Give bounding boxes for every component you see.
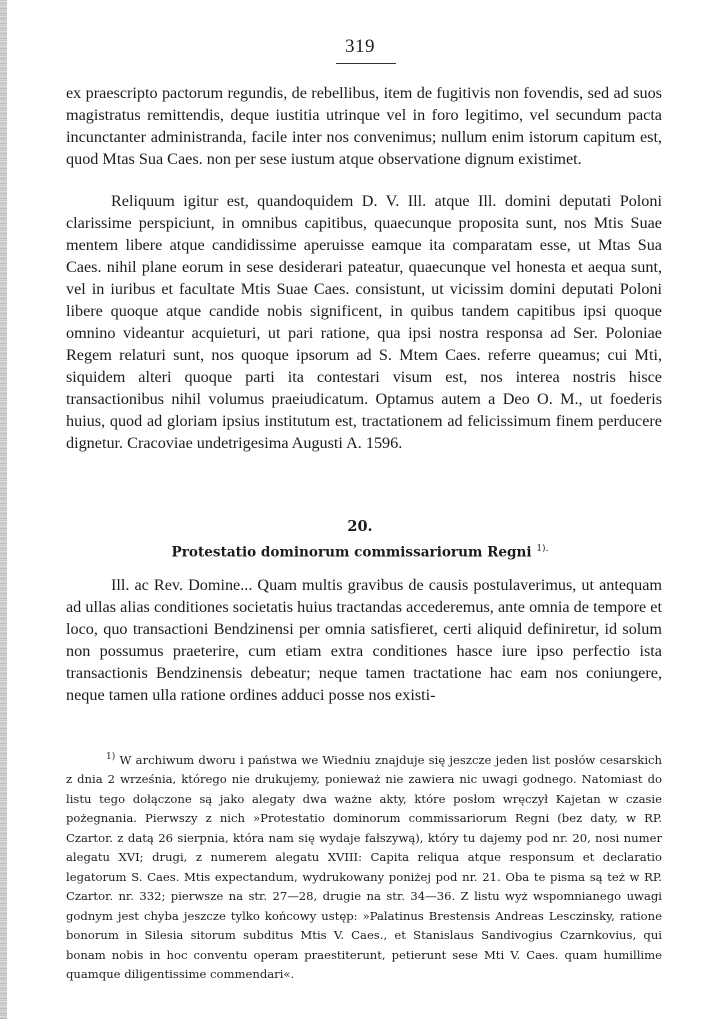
document-title bbox=[0, 544, 720, 561]
body-paragraph-2 bbox=[66, 190, 662, 454]
footnote-text: W archiwum dworu i państwa we Wiedniu znajduje się jeszcze jeden list posłów cesarskich z dnia 2 września, którego nie drukujemy, ponieważ nie zawiera nic uwagi godnego. Natomiast do listu tego dołączone są jako alegaty dwa ważne akty, które posłom wręczył Kajetan w czasie pożegnania. Pierwszy z nich »Protestatio dominorum commissariorum Regni (bez daty, w RP. Czartor. z datą 26 sierpnia, która nam się wydaje fałszywą), który tu dajemy pod nr. 20, nosi numer alegatu XVI; drugi, z numerem alegatu XVIII: Capita reliqua atque responsum et declaratio legatorum S. Caes. Mtis expectandum, wydrukowany poniżej pod nr. 21. Oba te pisma są też w RP. Czartor. nr. 332; pierwsze na str. 27—28, drugie na str. 34—36. Z listu wyż wspomnianego uwagi godnym jest chyba jeszcze tylko końcowy ustęp: »Palatinus Brestensis Andreas Lesczinsky, ratione bonorum in Silesia sitorum subditus Mtis V. Caes., et Stanislaus Sandivogius Czarnkovius, qui bonam nobis in hoc conventu operam praestiterunt, petierunt sese Mti V. Caes. quam humillime quamque diligentissime commendari«. bbox=[66, 752, 662, 982]
paragraph-text: ex praescripto pactorum regundis, de rebellibus, item de fugitivis non fovendis, sed ad suos magistratus remittendis, deque iustitia utrinque vel in foro legitimo, vel secundum pacta incunctanter administranda, facile inter nos convenimus; nullum enim istorum capitum est, quod Mtas Sua Caes. non per sese iustum atque observatione dignum existimet. bbox=[66, 84, 662, 168]
page-number-rule bbox=[336, 63, 396, 64]
paragraph-text: Reliquum igitur est, quandoquidem D. V. Ill. atque Ill. domini deputati Poloni clarissime perspiciunt, in omnibus capitibus, quaecunque proposita sunt, nos Mtis Suae mentem libere atque candidissime aperuisse eamque ita comparatam esse, ut Mtas Sua Caes. nihil plane eorum in sese desiderari pateatur, quaecunque vel honesta et aequa sunt, vel in iuribus et facultate Mtis Suae Caes. consistunt, ut vicissim domini deputati Poloni libere quoque atque candide nobis significent, in quibus tandem capitibus ipsi quoque omnino videantur acquieturi, ut pari ratione, qua ipsi nostra responsa ad Ser. Poloniae Regem relaturi sunt, nos quoque ipsorum ad S. Mtem Caes. referre queamus; cui Mti, siquidem alteri quoque parti ita contestari visum est, nos interea nostris hisce transactionibus nihil volumus praeiudicatum. Optamus autem a Deo O. M., ut foederis huius, quod ad gloriam ipsius institutum est, tractationem ad felicissimum finem perducere dignetur. Cracoviae undetrigesima Augusti A. 1596. bbox=[66, 192, 662, 452]
paragraph-text: Ill. ac Rev. Domine... Quam multis gravibus de causis postulaverimus, ut antequam ad ullas alias conditiones societatis huius tractandas accederemus, ante omnia de tempore et loco, quo transactioni Bendzinensi per omnia satisfieret, certi aliquid definiretur, id solum non possumus praeterire, cum etiam extra conditiones hasce iure ipso perfectio ista transactionis Bendzinensis debeatur; neque tamen tractatione hac eam nos coniungere, neque tamen ulla ratione ordines adduci posse nos existi- bbox=[66, 576, 662, 704]
footnote-reference: 1). bbox=[536, 544, 549, 554]
footnote-paragraph bbox=[66, 748, 662, 985]
footnote-marker: 1) bbox=[106, 752, 116, 762]
document-title-text: Protestatio dominorum commissariorum Regni bbox=[171, 544, 532, 561]
footnote bbox=[66, 748, 662, 985]
body-paragraph-3 bbox=[66, 574, 662, 706]
document-number: 20. bbox=[347, 518, 373, 535]
scan-binding-edge bbox=[0, 0, 7, 1019]
body-paragraph-1 bbox=[66, 82, 662, 170]
page-number: 319 bbox=[345, 36, 375, 57]
